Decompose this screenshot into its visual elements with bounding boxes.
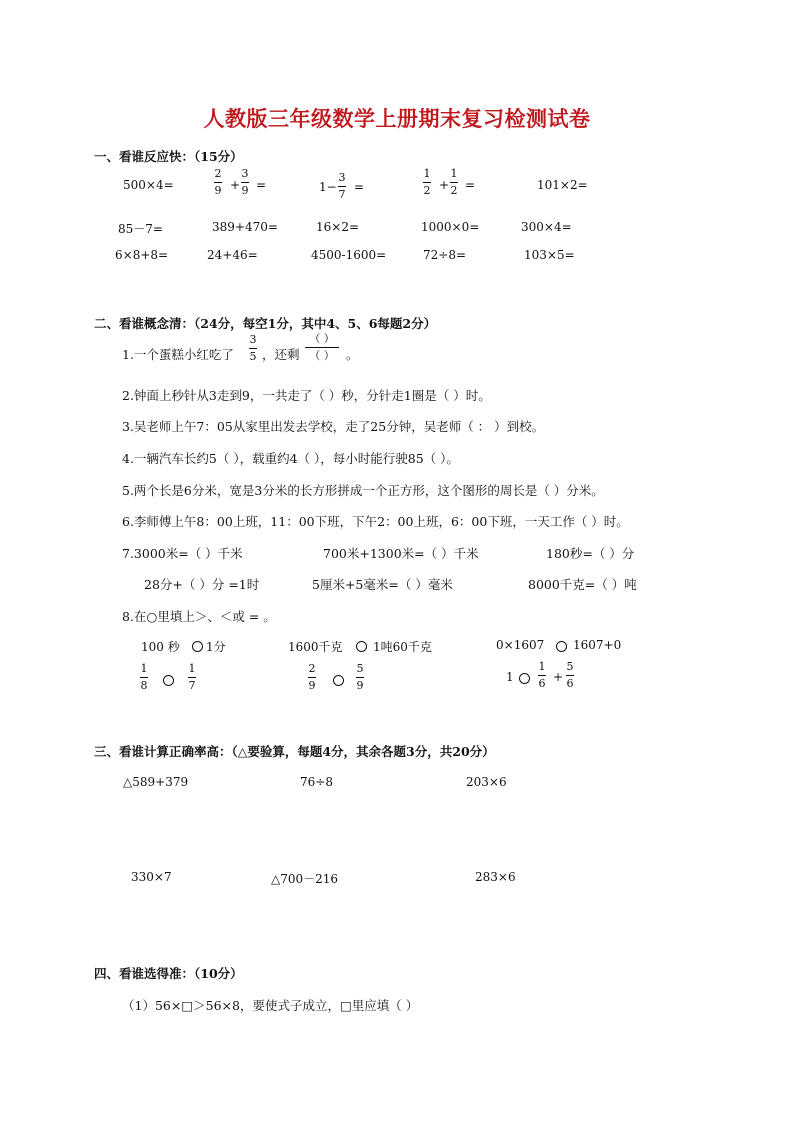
question-8: 8.在○里填上＞、＜或 = 。 bbox=[122, 609, 276, 624]
operator-plus: + bbox=[439, 178, 450, 192]
blank-numerator: （ ） bbox=[309, 332, 335, 345]
denominator: 7 bbox=[338, 188, 346, 201]
section-2-heading: 二、看谁概念清：（24分，每空1分，其中4、5、6每题2分） bbox=[94, 316, 437, 331]
fraction-bar bbox=[249, 348, 257, 349]
compare-a-left: 100 秒 bbox=[141, 640, 180, 654]
fraction-5-6 bbox=[566, 660, 574, 691]
calc-r2-5: 300×4= bbox=[521, 220, 572, 234]
section-1-heading: 一、看谁反应快：（15分） bbox=[94, 149, 243, 164]
fraction-bar bbox=[214, 182, 222, 183]
calc3-4: 330×7 bbox=[131, 870, 172, 884]
compare-circle[interactable] bbox=[519, 673, 530, 684]
fraction-bar bbox=[356, 677, 364, 678]
section-3-heading: 三、看谁计算正确率高：（△要验算，每题4分，其余各题3分，共20分） bbox=[94, 744, 495, 759]
fraction-3-5 bbox=[249, 333, 257, 364]
compare-a-right: 1分 bbox=[206, 640, 226, 654]
compare-circle[interactable] bbox=[163, 675, 174, 686]
section-4-question-1: （1）56×□＞56×8，要使式子成立，□里应填（ ） bbox=[122, 998, 419, 1013]
compare-c2-left: 1 bbox=[506, 670, 514, 684]
fraction-2-9 bbox=[214, 167, 222, 198]
calc-500x4: 500×4= bbox=[123, 178, 174, 192]
fraction-1-2-a bbox=[423, 167, 431, 198]
question-7-row2-b: 5厘米+5毫米=（ ）毫米 bbox=[312, 577, 453, 592]
numerator: 3 bbox=[338, 171, 346, 184]
fraction-bar bbox=[308, 677, 316, 678]
calc-r2-2: 389+470= bbox=[212, 220, 278, 234]
question-2: 2.钟面上秒针从3走到9，一共走了（ ）秒，分针走1圈是（ ）时。 bbox=[122, 388, 491, 403]
denominator: 9 bbox=[308, 679, 316, 692]
compare-circle[interactable] bbox=[556, 641, 567, 652]
numerator: 1 bbox=[423, 167, 431, 180]
question-4: 4.一辆汽车长约5（ ），载重约4（ ），每小时能行驶85（ ）。 bbox=[122, 451, 459, 466]
equals: = bbox=[256, 178, 267, 192]
fraction-bar bbox=[140, 677, 148, 678]
fraction-bar bbox=[450, 182, 458, 183]
fraction-1-2-b bbox=[450, 167, 458, 198]
numerator: 3 bbox=[241, 167, 249, 180]
compare-b-right: 1吨60千克 bbox=[373, 640, 432, 654]
fraction-bar bbox=[305, 347, 339, 348]
fraction-bar bbox=[188, 677, 196, 678]
fraction-2-9-b bbox=[308, 662, 316, 693]
denominator: 8 bbox=[140, 679, 148, 692]
calc-r3-3: 4500-1600= bbox=[311, 248, 387, 262]
compare-circle[interactable] bbox=[192, 641, 203, 652]
fraction-1-7 bbox=[188, 662, 196, 693]
compare-b-left: 1600千克 bbox=[288, 640, 343, 654]
compare-circle[interactable] bbox=[356, 641, 367, 652]
denominator: 9 bbox=[214, 184, 222, 197]
calc-r2-1: 85－7= bbox=[118, 222, 163, 236]
operator-plus: + bbox=[230, 178, 241, 192]
question-7-row1-a: 7.3000米=（ ）千米 bbox=[122, 546, 243, 561]
numerator: 1 bbox=[450, 167, 458, 180]
page-title: 人教版三年级数学上册期末复习检测试卷 bbox=[203, 106, 591, 131]
question-7-row1-c: 180秒=（ ）分 bbox=[546, 546, 635, 561]
calc3-1: △589+379 bbox=[123, 775, 189, 789]
q1-end: 。 bbox=[346, 347, 359, 362]
denominator: 9 bbox=[356, 679, 364, 692]
denominator: 5 bbox=[249, 350, 257, 363]
equals: = bbox=[354, 180, 365, 194]
fraction-bar bbox=[566, 675, 574, 676]
calc3-3: 203×6 bbox=[466, 775, 507, 789]
question-7-row2-c: 8000千克=（ ）吨 bbox=[528, 577, 637, 592]
blank-fraction bbox=[305, 332, 339, 363]
numerator: 3 bbox=[249, 333, 257, 346]
denominator: 6 bbox=[538, 677, 546, 690]
numerator: 5 bbox=[566, 660, 574, 673]
denominator: 2 bbox=[423, 184, 431, 197]
fraction-3-7 bbox=[338, 171, 346, 202]
numerator: 2 bbox=[214, 167, 222, 180]
calc-r2-3: 16×2= bbox=[316, 220, 360, 234]
section-4-heading: 四、看谁选得准：（10分） bbox=[94, 966, 243, 981]
fraction-5-9 bbox=[356, 662, 364, 693]
calc3-5: △700－216 bbox=[271, 872, 339, 886]
q1-text-a: 1.一个蛋糕小红吃了 bbox=[122, 347, 234, 362]
numerator: 1 bbox=[140, 662, 148, 675]
q1-text-b: ，还剩 bbox=[262, 347, 300, 362]
fraction-bar bbox=[538, 675, 546, 676]
calc3-6: 283×6 bbox=[475, 870, 516, 884]
fraction-bar bbox=[338, 186, 346, 187]
denominator: 7 bbox=[188, 679, 196, 692]
calc-r3-5: 103×5= bbox=[524, 248, 575, 262]
fraction-1-8 bbox=[140, 662, 148, 693]
blank-denominator: （ ） bbox=[309, 349, 335, 362]
question-6: 6.李师傅上午8：00上班，11：00下班，下午2：00上班，6：00下班，一天工作（ ）时。 bbox=[122, 514, 629, 529]
calc-r3-2: 24+46= bbox=[207, 248, 258, 262]
calc-r2-4: 1000×0= bbox=[421, 220, 480, 234]
numerator: 1 bbox=[188, 662, 196, 675]
numerator: 5 bbox=[356, 662, 364, 675]
fraction-3-9 bbox=[241, 167, 249, 198]
fraction-bar bbox=[241, 182, 249, 183]
fraction-bar bbox=[423, 182, 431, 183]
denominator: 9 bbox=[241, 184, 249, 197]
compare-c-left: 0×1607 bbox=[496, 638, 545, 652]
compare-circle[interactable] bbox=[333, 675, 344, 686]
fraction-1-6 bbox=[538, 660, 546, 691]
question-3: 3.吴老师上午7：05从家里出发去学校，走了25分钟，吴老师（ ： ）到校。 bbox=[122, 419, 545, 434]
operator-plus: + bbox=[553, 670, 564, 684]
equals: = bbox=[465, 178, 476, 192]
question-5: 5.两个长是6分米，宽是3分米的长方形拼成一个正方形，这个图形的周长是（ ）分米。 bbox=[122, 483, 604, 498]
calc3-2: 76÷8 bbox=[300, 775, 333, 789]
numerator: 2 bbox=[308, 662, 316, 675]
denominator: 6 bbox=[566, 677, 574, 690]
calc-r3-4: 72÷8= bbox=[423, 248, 467, 262]
numerator: 1 bbox=[538, 660, 546, 673]
one-minus: 1− bbox=[319, 180, 337, 194]
calc-r3-1: 6×8+8= bbox=[115, 248, 169, 262]
denominator: 2 bbox=[450, 184, 458, 197]
question-7-row2-a: 28分+（ ）分 =1时 bbox=[144, 577, 260, 592]
calc-101x2: 101×2= bbox=[537, 178, 588, 192]
compare-c-right: 1607+0 bbox=[573, 638, 622, 652]
question-7-row1-b: 700米+1300米=（ ）千米 bbox=[323, 546, 479, 561]
